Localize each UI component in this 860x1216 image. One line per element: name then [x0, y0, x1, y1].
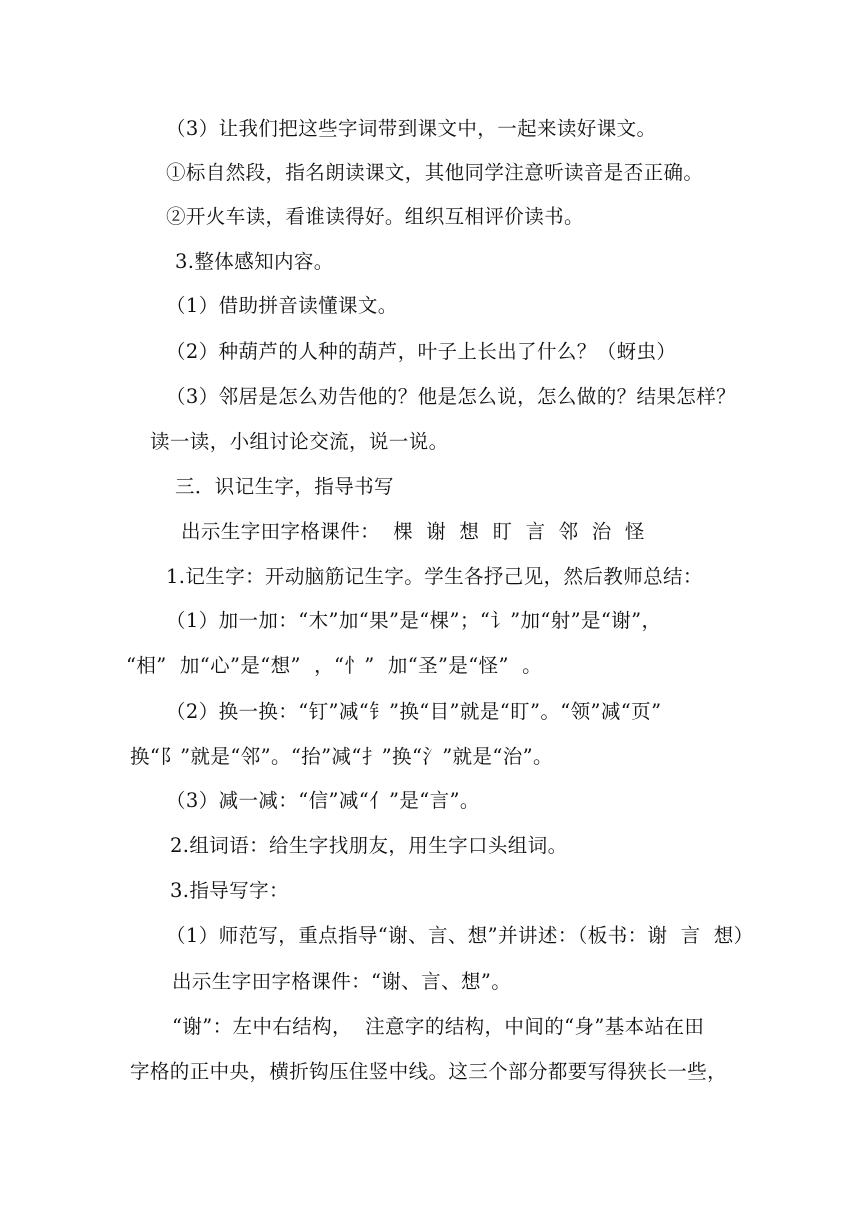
paragraph-line: （2）种葫芦的人种的葫芦，叶子上长出了什么？（蚜虫） — [166, 340, 677, 363]
paragraph-line: （3）邻居是怎么劝告他的？他是怎么说，怎么做的？结果怎样？ — [166, 385, 737, 408]
paragraph-line: 3.指导写字： — [170, 879, 289, 902]
paragraph-line: （3）让我们把这些字词带到课文中，一起来读好课文。 — [166, 117, 657, 140]
paragraph-line: （3）减一减：“信”减“亻”是“言”。 — [166, 789, 480, 812]
paragraph-line: 字格的正中央，横折钩压住竖中线。这三个部分都要写得狭长一些， — [130, 1060, 728, 1083]
paragraph-line: （2）换一换：“钉”减“钅”换“目”就是“盯”。“领”减“页” — [166, 700, 662, 723]
paragraph-line: 1.记生字：开动脑筋记生字。学生各抒己见，然后教师总结： — [166, 565, 703, 588]
section-heading: 三．识记生字，指导书写 — [175, 475, 394, 498]
paragraph-line: 换“阝”就是“邻”。“抬”减“扌”换“氵”就是“治”。 — [130, 745, 553, 768]
paragraph-line: 出示生字田字格课件：“谢、言、想”。 — [172, 970, 512, 993]
paragraph-line: 2.组词语：给生字找朋友，用生字口头组词。 — [170, 834, 568, 857]
paragraph-line: ②开火车读，看谁读得好。组织互相评价读书。 — [166, 205, 584, 228]
paragraph-line: （1）师范写，重点指导“谢、言、想”并讲述：（板书：谢 言 想） — [166, 924, 754, 947]
paragraph-line: 读一读，小组讨论交流，说一说。 — [150, 430, 449, 453]
paragraph-line: （1）借助拼音读懂课文。 — [166, 294, 398, 317]
paragraph-line: 出示生字田字格课件： 棵 谢 想 盯 言 邻 治 怪 — [181, 520, 645, 543]
paragraph-line: “谢”：左中右结构， 注意字的结构，中间的“身”基本站在田 — [172, 1015, 705, 1038]
paragraph-line: 3.整体感知内容。 — [175, 250, 334, 273]
paragraph-line: “相” 加“心”是“想” ，“忄” 加“圣”是“怪” 。 — [126, 654, 543, 677]
paragraph-line: （1）加一加：“木”加“果”是“棵”；“讠”加“射”是“谢”， — [166, 609, 662, 632]
paragraph-line: ①标自然段，指名朗读课文，其他同学注意听读音是否正确。 — [166, 161, 704, 184]
